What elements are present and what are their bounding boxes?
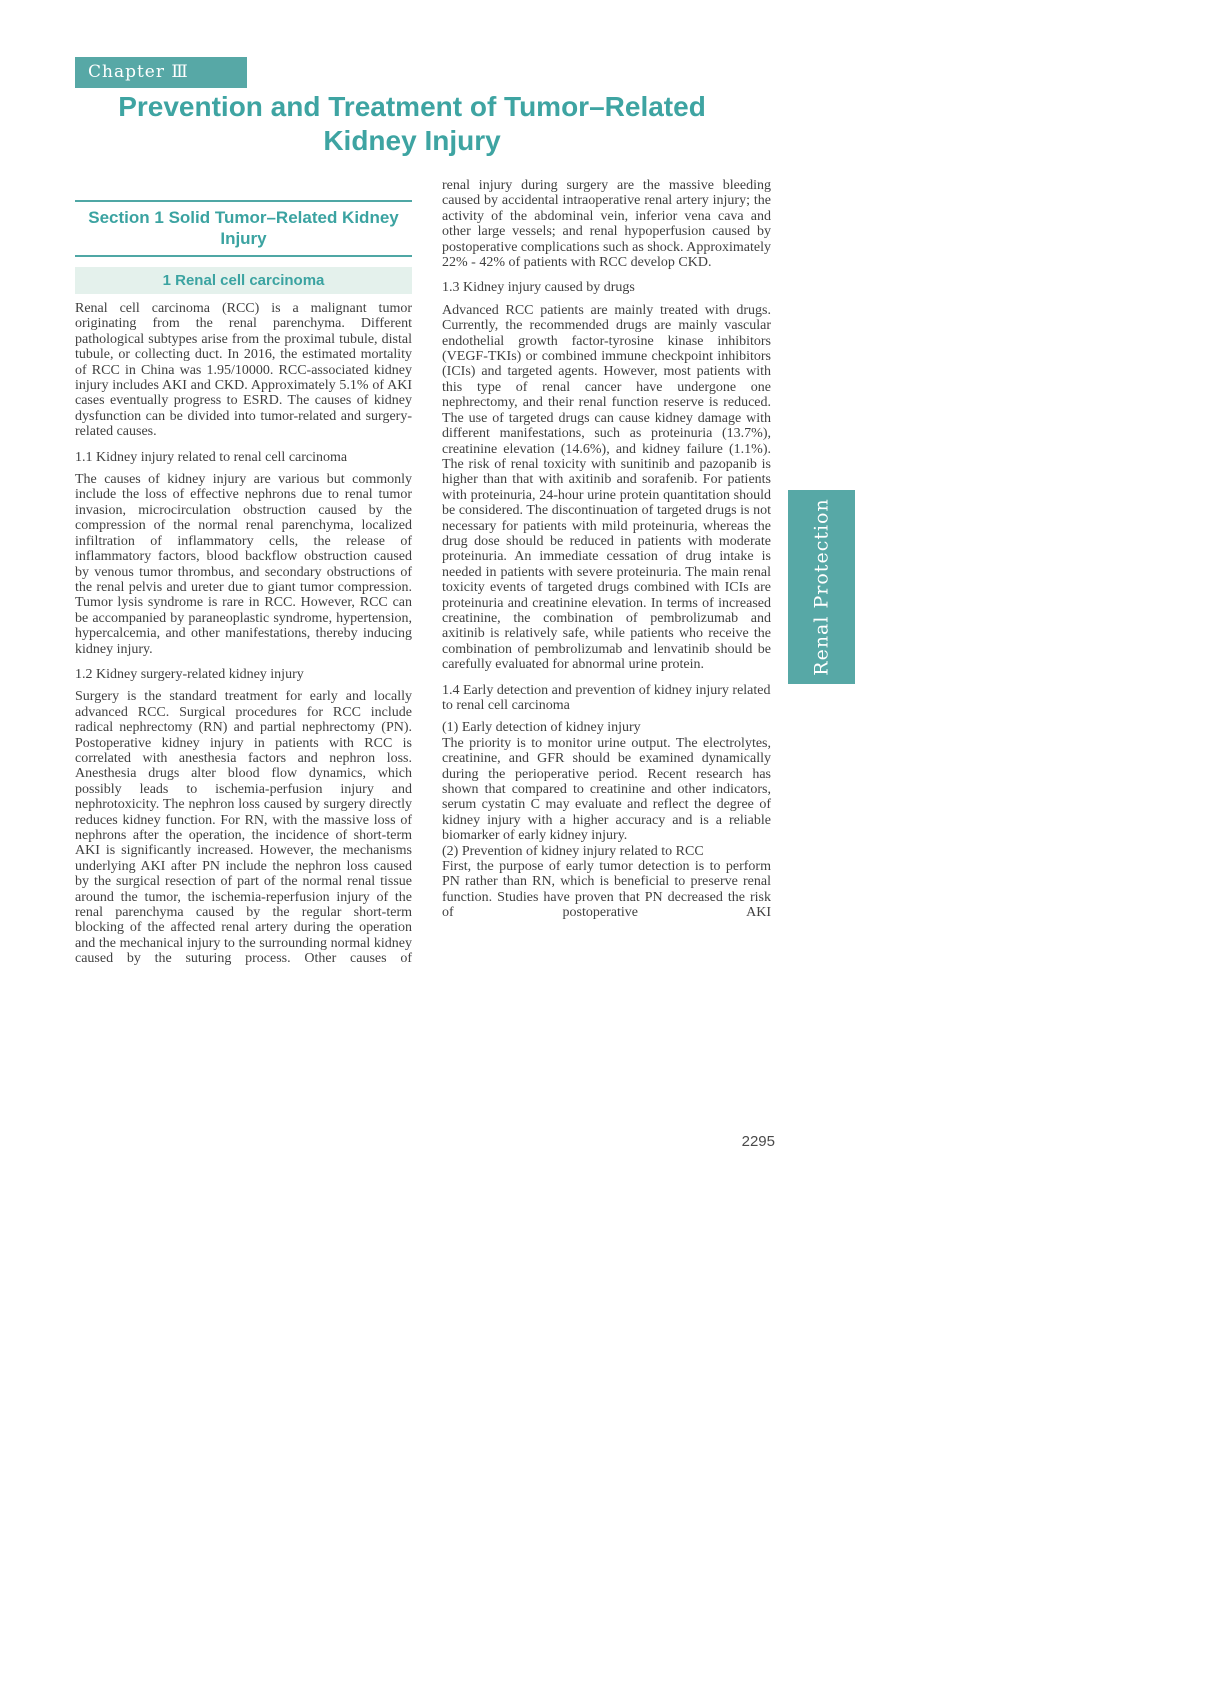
subheading-1-3: 1.3 Kidney injury caused by drugs xyxy=(442,280,635,296)
subheading-1-1: 1.1 Kidney injury related to renal cell carcinoma xyxy=(75,449,348,465)
left-column xyxy=(75,200,412,967)
page-number: 2295 xyxy=(741,1133,775,1150)
chapter-badge: Chapter Ⅲ xyxy=(75,57,247,88)
side-tab-renal-protection xyxy=(788,490,855,684)
paragraph-surgery-continuation: renal injury during surgery are the massive bleeding caused by accidental intraoperative renal artery injury; the activity of the abdominal vein, inferior vena cava and other large vessels; and renal hypoperfusion caused by postoperative complications such as shock. Approximately 22% - 42% of patients with RCC develop CKD. xyxy=(442,178,771,271)
subheading-1-4: 1.4 Early detection and prevention of kidney injury related to renal cell carcinoma xyxy=(442,682,771,713)
section-rule-bottom xyxy=(75,255,412,257)
paragraph-rcc-intro: Renal cell carcinoma (RCC) is a malignant tumor originating from the renal parenchyma. Different pathological subtypes arise from the proximal tubule, distal tubule, or collecting duct. In 2016, the estimated mortality of RCC in China was 1.95/10000. RCC-associated kidney injury includes AKI and CKD. Approximately 5.1% of AKI cases eventually progress to ESRD. The causes of kidney dysfunction can be divided into tumor-related and surgery-related causes. xyxy=(75,301,412,440)
list-item-1-early-detection: (1) Early detection of kidney injury xyxy=(442,720,641,736)
right-column xyxy=(442,178,771,921)
paragraph-drug-injury: Advanced RCC patients are mainly treated with drugs. Currently, the recommended drugs are mainly vascular endothelial growth factor-tyrosine kinase inhibitors (VEGF-TKIs) or combined immune checkpoint inhibitors (ICIs) and targeted agents. However, most patients with this type of renal cancer have undergone one nephrectomy, and their renal function reserve is reduced. The use of targeted drugs can cause kidney damage with different manifestations, such as proteinuria (13.7%), creatinine elevation (14.6%), and kidney failure (1.1%). The risk of renal toxicity with sunitinib and pazopanib is higher than that with axitinib and sorafenib. For patients with proteinuria, 24-hour urine protein quantitation should be considered. The discontinuation of targeted drugs is not necessary for patients with mild proteinuria, whereas the drug dose should be reduced in patients with moderate proteinuria. An immediate cessation of drug intake is needed in patients with severe proteinuria. The main renal toxicity events of targeted drugs combined with ICIs are proteinuria and creatinine elevation. In terms of increased creatinine, the combination of pembrolizumab and axitinib is relatively safe, while patients who receive the combination of pembrolizumab and lenvatinib should be carefully evaluated for abnormal urine protein. xyxy=(442,302,771,673)
paragraph-prevention: First, the purpose of early tumor detection is to perform PN rather than RN, which is beneficial to preserve renal function. Studies have proven that PN decreased the risk of postoperative AKI xyxy=(442,859,771,921)
paragraph-surgery-related: Surgery is the standard treatment for early and locally advanced RCC. Surgical procedures for RCC include radical nephrectomy (RN) and partial nephrectomy (PN). Postoperative kidney injury in patients with RCC is correlated with anesthesia factors and nephron loss. Anesthesia drugs alter blood flow dynamics, which possibly leads to ischemia-perfusion injury and nephrotoxicity. The nephron loss caused by surgery directly reduces kidney function. For RN, with the massive loss of nephrons after the operation, the incidence of short-term AKI is significantly increased. However, the mechanisms underlying AKI after PN include the nephron loss caused by the surgical resection of part of the normal renal tissue around the tumor, the ischemia-reperfusion injury of the renal parenchyma caused by the regular short-term blocking of the affected renal artery during the operation and the mechanical injury to the surrounding normal kidney caused by the suturing process. Other causes of xyxy=(75,689,412,967)
subsection-bar: 1 Renal cell carcinoma xyxy=(75,267,412,294)
page-title: Prevention and Treatment of Tumor–Related Kidney Injury xyxy=(118,91,706,156)
section-heading xyxy=(75,200,412,257)
subheading-1-2: 1.2 Kidney surgery-related kidney injury xyxy=(75,666,304,682)
paragraph-kidney-injury-causes: The causes of kidney injury are various but commonly include the loss of effective nephrons due to renal tumor invasion, microcirculation obstruction caused by the compression of the normal renal parenchyma, localized infiltration of inflammatory cells, the release of inflammatory factors, blood backflow obstruction caused by venous tumor thrombus, and secondary obstructions of the renal pelvis and ureter due to giant tumor compression. Tumor lysis syndrome is rare in RCC. However, RCC can be accompanied by paraneoplastic syndrome, hypertension, hypercalcemia, and other manifestations, thereby inducing kidney injury. xyxy=(75,472,412,657)
list-item-2-prevention: (2) Prevention of kidney injury related to RCC xyxy=(442,843,704,859)
section-title: Section 1 Solid Tumor–Related Kidney Injury xyxy=(88,208,399,248)
side-tab-label: Renal Protection xyxy=(810,498,833,676)
paragraph-early-detection: The priority is to monitor urine output. The electrolytes, creatinine, and GFR should be examined dynamically during the perioperative period. Recent research has shown that compared to creatinine and other indicators, serum cystatin C may evaluate and reflect the degree of kidney injury with a higher accuracy and is a reliable biomarker of early kidney injury. xyxy=(442,735,771,844)
